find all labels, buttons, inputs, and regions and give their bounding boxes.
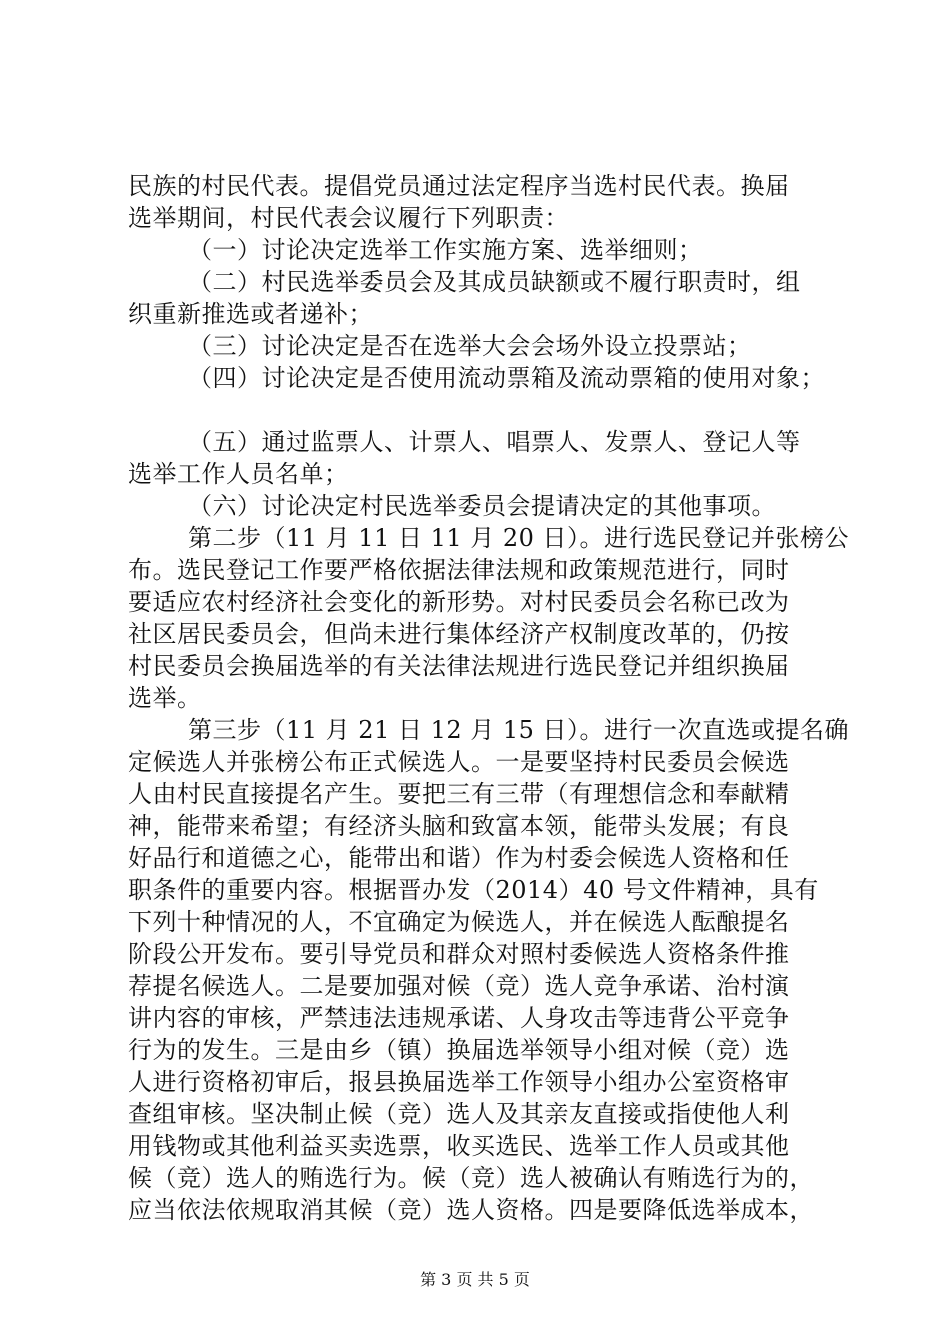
blank-line bbox=[128, 394, 848, 426]
text-line: 候（竞）选人的贿选行为。候（竞）选人被确认有贿选行为的， bbox=[128, 1164, 814, 1192]
text-line: 选举工作人员名单； bbox=[128, 460, 349, 488]
text-line: 下列十种情况的人，不宜确定为候选人，并在候选人酝酿提名 bbox=[128, 908, 790, 936]
text-line: 查组审核。坚决制止候（竞）选人及其亲友直接或指使他人利 bbox=[128, 1100, 790, 1128]
text-line: 神，能带来希望；有经济头脑和致富本领，能带头发展；有良 bbox=[128, 812, 790, 840]
text-line: 民族的村民代表。提倡党员通过法定程序当选村民代表。换届 bbox=[128, 172, 790, 200]
text-line: 第三步（11 月 21 日 12 月 15 日）。进行一次直选或提名确 bbox=[188, 716, 850, 744]
text-line: 行为的发生。三是由乡（镇）换届选举领导小组对候（竞）选 bbox=[128, 1036, 790, 1064]
text-line: （一）讨论决定选举工作实施方案、选举细则； bbox=[188, 236, 703, 264]
text-line: 村民委员会换届选举的有关法律法规进行选民登记并组织换届 bbox=[128, 652, 790, 680]
text-line: 定候选人并张榜公布正式候选人。一是要坚持村民委员会候选 bbox=[128, 748, 790, 776]
text-line: （六）讨论决定村民选举委员会提请决定的其他事项。 bbox=[188, 492, 776, 520]
text-line: 布。选民登记工作要严格依据法律法规和政策规范进行，同时 bbox=[128, 556, 790, 584]
text-line: 选举。 bbox=[128, 684, 202, 712]
document-body bbox=[128, 170, 848, 1226]
text-line: 选举期间，村民代表会议履行下列职责： bbox=[128, 204, 569, 232]
text-line: （四）讨论决定是否使用流动票箱及流动票箱的使用对象； bbox=[188, 364, 825, 392]
page-footer: 第 3 页 共 5 页 bbox=[420, 1270, 530, 1289]
text-line: 织重新推选或者递补； bbox=[128, 300, 373, 328]
text-line: 第二步（11 月 11 日 11 月 20 日）。进行选民登记并张榜公 bbox=[188, 524, 850, 552]
text-line: 好品行和道德之心，能带出和谐）作为村委会候选人资格和任 bbox=[128, 844, 790, 872]
text-line: 应当依法依规取消其候（竞）选人资格。四是要降低选举成本， bbox=[128, 1196, 814, 1224]
text-line: 人进行资格初审后，报县换届选举工作领导小组办公室资格审 bbox=[128, 1068, 790, 1096]
text-line: 讲内容的审核，严禁违法违规承诺、人身攻击等违背公平竞争 bbox=[128, 1004, 790, 1032]
text-line: 荐提名候选人。二是要加强对候（竞）选人竞争承诺、治村演 bbox=[128, 972, 790, 1000]
text-line: 阶段公开发布。要引导党员和群众对照村委候选人资格条件推 bbox=[128, 940, 790, 968]
text-line: （二）村民选举委员会及其成员缺额或不履行职责时，组 bbox=[188, 268, 801, 296]
text-line: 用钱物或其他利益买卖选票，收买选民、选举工作人员或其他 bbox=[128, 1132, 790, 1160]
text-line: 人由村民直接提名产生。要把三有三带（有理想信念和奉献精 bbox=[128, 780, 790, 808]
text-line: 社区居民委员会，但尚未进行集体经济产权制度改革的，仍按 bbox=[128, 620, 790, 648]
text-line: （五）通过监票人、计票人、唱票人、发票人、登记人等 bbox=[188, 428, 801, 456]
text-line: 职条件的重要内容。根据晋办发（2014）40 号文件精神，具有 bbox=[128, 876, 819, 904]
text-line: 要适应农村经济社会变化的新形势。对村民委员会名称已改为 bbox=[128, 588, 790, 616]
text-line: （三）讨论决定是否在选举大会会场外设立投票站； bbox=[188, 332, 752, 360]
